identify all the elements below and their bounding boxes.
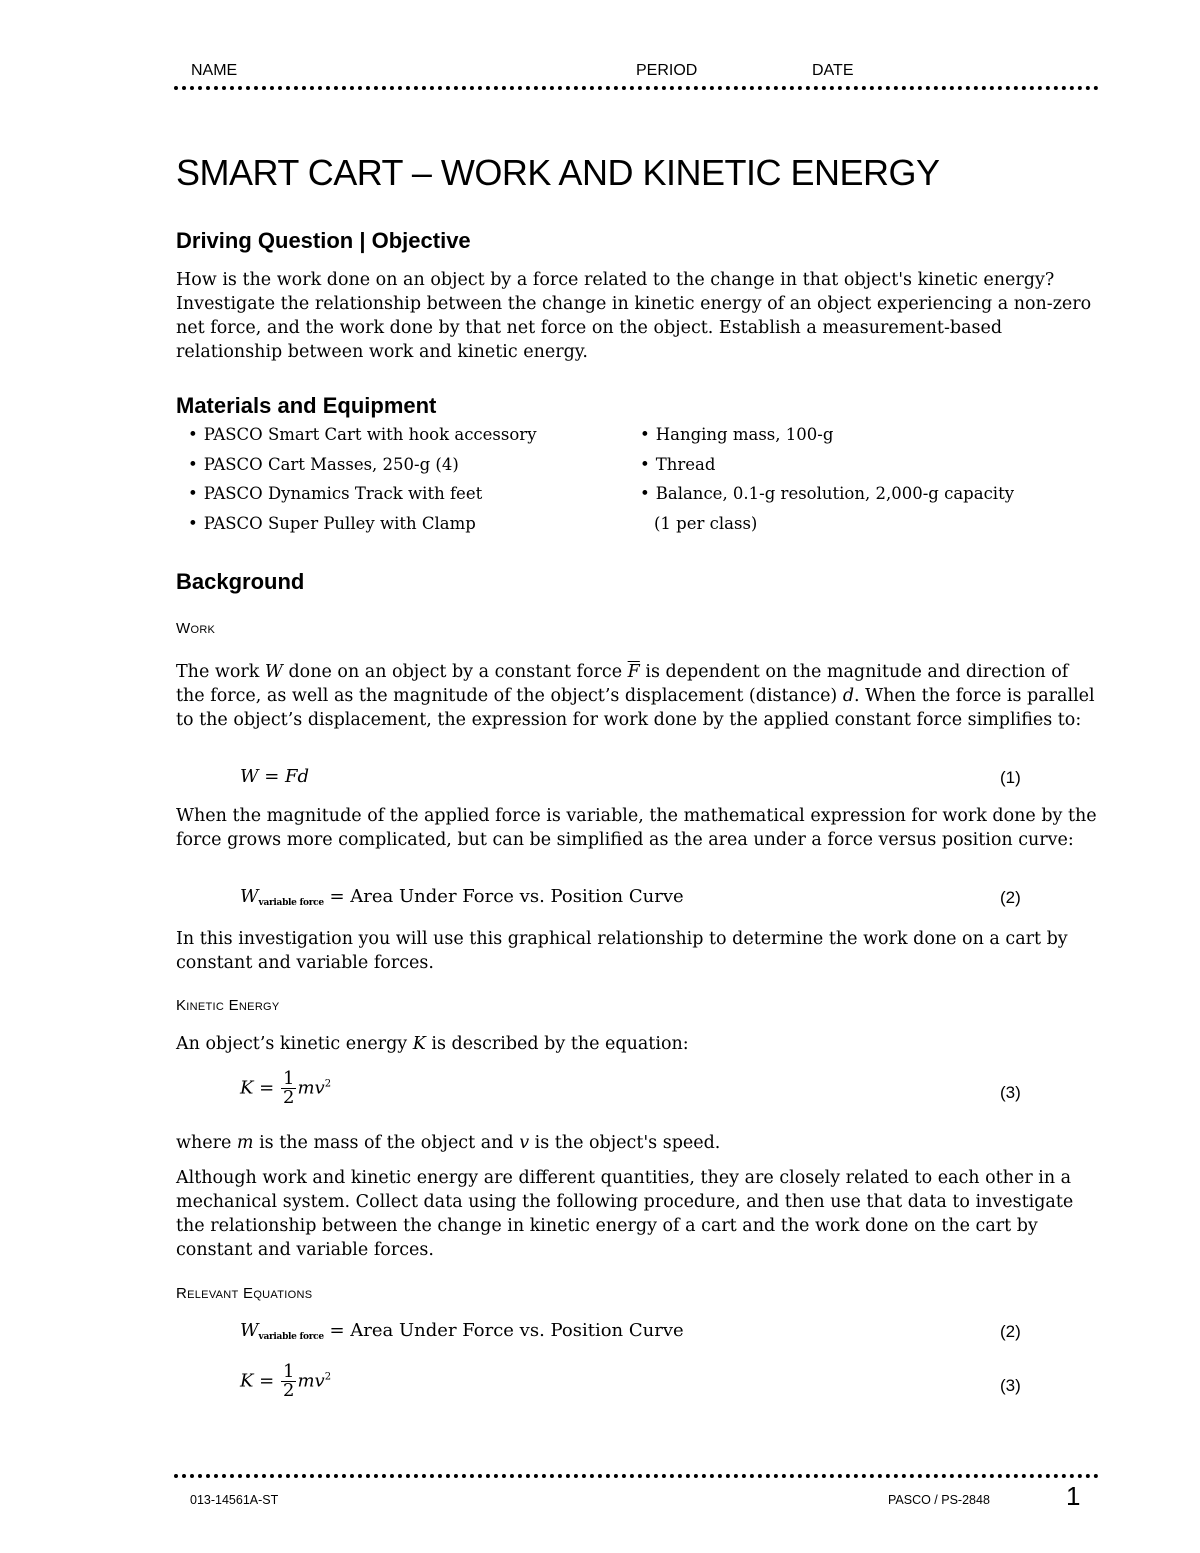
page-title: SMART CART – WORK AND KINETIC ENERGY [176,152,940,193]
kinetic-paragraph-2: where m is the mass of the object and v is the object's speed. [176,1133,721,1153]
footer-doc-id: 013-14561A-ST [190,1493,279,1507]
list-item: • Hanging mass, 100-g [640,420,1014,450]
equation-3: K = $\frac{1}{2}$ $mv^2$ [240,1068,332,1108]
list-item: • PASCO Dynamics Track with feet [188,479,537,509]
equation-3-number: (3) [1000,1083,1021,1102]
equation-1-number: (1) [1000,768,1021,787]
driving-question-heading: Driving Question | Objective [176,228,471,253]
work-paragraph-1: The work W done on an object by a constant force $\overline{F}$ is dependent on the magnitude and direction of the force, as well as the magnitude of the object’s displacement (distance) d. When the force is parallel to the object’s displacement, the expression for work done by the applied constant force simplifies to: [176,662,1095,730]
work-paragraph-3: In this investigation you will use this graphical relationship to determine the work done on a cart by constant and variable forces. [176,929,1068,973]
relevant-equation-2: $W_{variable force}$ = Area Under Force vs. Position Curve [240,1320,684,1342]
relevant-equation-3-number: (3) [1000,1376,1021,1395]
kinetic-paragraph-3: Although work and kinetic energy are different quantities, they are closely related to each other in a mechanical system. Collect data using the following procedure, and then use that data to investigate the relationship between the change in kinetic energy of a cart and the work done on the cart by constant and variable forces. [176,1168,1074,1260]
equation-1: W = Fd [240,766,310,787]
name-label: NAME [191,62,238,79]
page-number: 1 [1066,1481,1081,1511]
work-paragraph-2: When the magnitude of the applied force is variable, the mathematical expression for work done by the force grows more complicated, but can be simplified as the area under a force versus position curve: [176,806,1097,850]
list-item: • PASCO Smart Cart with hook accessory [188,420,537,450]
materials-list-right [640,420,1014,538]
list-item: • PASCO Super Pulley with Clamp [188,509,537,539]
list-item: • PASCO Cart Masses, 250-g (4) [188,450,537,480]
work-heading: Work [176,620,216,637]
kinetic-energy-heading: Kinetic Energy [176,997,280,1014]
footer-product: PASCO / PS-2848 [888,1493,990,1507]
materials-list-left [188,420,537,538]
header-divider [174,86,1099,90]
list-item: • Balance, 0.1-g resolution, 2,000-g capacity [640,479,1014,509]
equation-2: $W_{variable force}$ = Area Under Force vs. Position Curve [240,886,684,908]
relevant-equation-2-number: (2) [1000,1322,1021,1341]
list-item-continuation: (1 per class) [654,513,758,533]
relevant-equation-3: K = $\frac{1}{2}$ $mv^2$ [240,1361,332,1401]
relevant-equations-heading: Relevant Equations [176,1285,313,1302]
date-label: DATE [812,62,854,79]
equation-2-number: (2) [1000,888,1021,907]
list-item: • Thread [640,450,1014,480]
materials-heading: Materials and Equipment [176,393,437,418]
background-heading: Background [176,569,305,594]
period-label: PERIOD [636,62,698,79]
driving-question-text: How is the work done on an object by a force related to the change in that object's kinetic energy? Investigate the relationship between the change in kinetic energy of an object experiencing a non-zero net force, and the work done by that net force on the object. Establish a measurement-based relationship between work and kinetic energy. [176,270,1092,362]
kinetic-paragraph-1: An object’s kinetic energy K is described by the equation: [176,1034,689,1054]
footer-divider [174,1474,1099,1478]
